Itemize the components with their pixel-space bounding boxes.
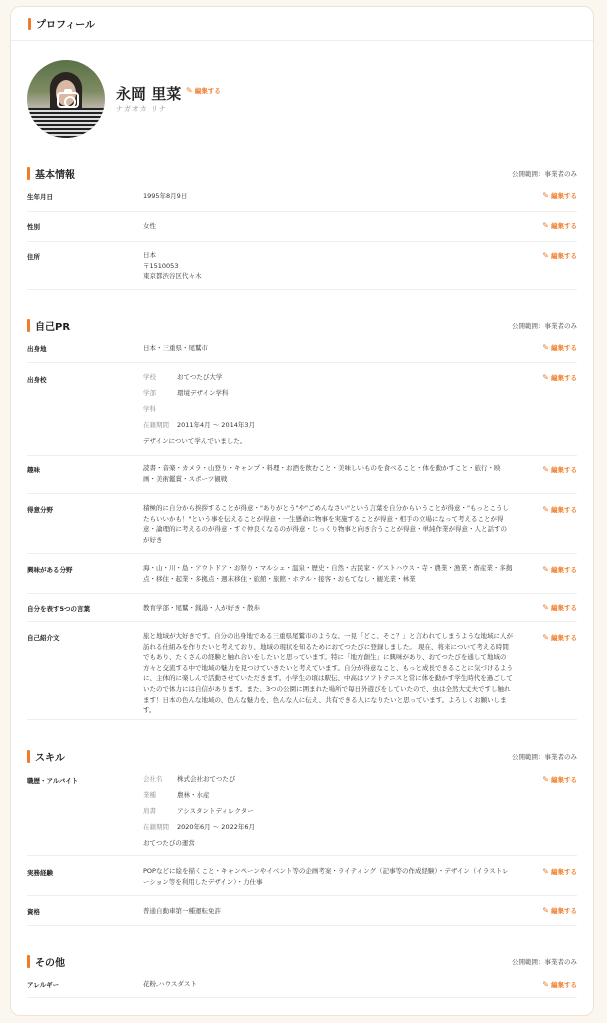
edit-five-words-button[interactable]: ✎ 編集する [542, 603, 577, 612]
pencil-icon: ✎ [542, 603, 549, 612]
pencil-icon: ✎ [542, 867, 549, 876]
skill-header [27, 749, 577, 763]
pencil-icon: ✎ [542, 373, 549, 382]
pencil-icon: ✎ [542, 980, 549, 989]
avatar-shirt [27, 108, 105, 138]
accent-bar [28, 18, 31, 30]
row-school [27, 363, 577, 456]
label-strength: 得意分野 [27, 506, 53, 514]
label-interest: 興味がある分野 [27, 566, 73, 574]
school-value: おてつたび大学 [177, 373, 223, 381]
camera-icon[interactable] [57, 92, 79, 108]
row-experience [27, 856, 577, 896]
edit-gender-button[interactable]: ✎ 編集する [542, 221, 577, 230]
basic-info-header [27, 166, 577, 180]
job-note: おてつたびの運営 [143, 839, 195, 848]
company-key: 会社名 [143, 775, 163, 783]
pencil-icon: ✎ [542, 251, 549, 260]
visibility-scope: 公開範囲：事業者のみ [512, 321, 577, 330]
visibility-scope: 公開範囲：事業者のみ [512, 957, 577, 966]
row-job [27, 768, 577, 856]
pencil-icon: ✎ [542, 775, 549, 784]
accent-bar [27, 955, 30, 968]
row-birthday [27, 184, 577, 212]
pencil-icon: ✎ [542, 221, 549, 230]
pencil-icon: ✎ [542, 906, 549, 915]
section-title-pr: 自己PR [35, 321, 71, 333]
pencil-icon: ✎ [542, 343, 549, 352]
industry-key: 業種 [143, 791, 156, 800]
value-birthday: 1995年8月9日 [143, 192, 188, 200]
card-header [11, 7, 593, 41]
job-period-value: 2020年6月 〜 2022年6月 [177, 823, 255, 832]
value-license: 普通自動車第一種運転免許 [143, 907, 221, 915]
address-postal: 〒1510053 [143, 261, 179, 270]
edit-experience-button[interactable]: ✎ 編集する [542, 867, 577, 876]
value-address [143, 250, 513, 282]
edit-allergy-button[interactable]: ✎ 編集する [542, 980, 577, 989]
position-key: 肩書 [143, 807, 156, 816]
period-key: 在籍期間 [143, 421, 169, 430]
pencil-icon: ✎ [542, 565, 549, 574]
pencil-icon: ✎ [542, 191, 549, 200]
edit-name-button[interactable]: ✎ 編集する [186, 86, 221, 95]
profile-kana: ナガオカ リナ [116, 105, 167, 113]
row-intro [27, 622, 577, 720]
pr-header [27, 318, 577, 332]
visibility-scope: 公開範囲：事業者のみ [512, 752, 577, 761]
label-license: 資格 [27, 908, 40, 916]
accent-bar [27, 167, 30, 180]
row-strength [27, 494, 577, 554]
value-hobby: 読書・音楽・カメラ・山登り・キャンプ・料理・お酒を飲むこと・美味しいものを食べること・体を動かすこと・旅行・映画・美術鑑賞・スポーツ観戦 [143, 464, 501, 483]
value-job [143, 774, 513, 849]
accent-bar [27, 750, 30, 763]
value-five-words: 教育学部・尾鷲・銭湯・人が好き・散歩 [143, 604, 260, 612]
row-five-words [27, 594, 577, 622]
label-hobby: 趣味 [27, 466, 40, 474]
section-title-basic: 基本情報 [35, 169, 75, 181]
period-value: 2011年4月 〜 2014年3月 [177, 421, 255, 430]
label-birthday: 生年月日 [27, 193, 53, 201]
section-title-skill: スキル [35, 752, 65, 764]
address-country: 日本 [143, 251, 156, 259]
pencil-icon: ✎ [542, 633, 549, 642]
value-allergy: 花粉,ハウスダスト [143, 980, 197, 988]
address-city: 東京都渋谷区代々木 [143, 272, 202, 281]
row-gender [27, 212, 577, 242]
label-gender: 性別 [27, 223, 40, 231]
label-experience: 実務経験 [27, 869, 53, 877]
label-school: 出身校 [27, 376, 47, 384]
value-hometown: 日本・三重県・尾鷲市 [143, 344, 208, 352]
profile-name: 永岡 里菜 [116, 85, 182, 103]
other-header [27, 954, 577, 968]
label-allergy: アレルギー [27, 981, 60, 989]
row-hobby [27, 456, 577, 494]
industry-value: 農林・水産 [177, 791, 210, 800]
value-gender: 女性 [143, 222, 156, 230]
accent-bar [27, 319, 30, 332]
company-value: 株式会社おてつたび [177, 775, 236, 783]
row-allergy [27, 973, 577, 998]
row-license [27, 896, 577, 926]
dept-key: 学部 [143, 389, 156, 398]
pencil-icon: ✎ [186, 86, 193, 95]
label-hometown: 出身地 [27, 345, 47, 353]
label-address: 住所 [27, 253, 40, 261]
edit-intro-button[interactable]: ✎ 編集する [542, 633, 577, 642]
edit-hometown-button[interactable]: ✎ 編集する [542, 343, 577, 352]
value-experience: POPなどに絵を描くこと・キャンペーンやイベント等の企画考案・ライティング（記事等の作成経験）・デザイン（イラストレーション等を利用したデザイン）・力仕事 [143, 867, 509, 886]
row-address [27, 242, 577, 290]
edit-school-button[interactable]: ✎ 編集する [542, 373, 577, 382]
edit-hobby-button[interactable]: ✎ 編集する [542, 465, 577, 474]
section-title-other: その他 [35, 957, 65, 969]
edit-license-button[interactable]: ✎ 編集する [542, 906, 577, 915]
edit-address-button[interactable]: ✎ 編集する [542, 251, 577, 260]
value-intro: 旅と地域が大好きです。自分の出身地である三重県尾鷲市のような、一見「どこ、そこ？」と言われてしまうような地域に人が訪れる仕組みを作りたいと考えており、地域の現状を知るためにおてつたびに登録しました。 現在、将来について考える時間でもあり、たくさんの経験と触れ合いをしたいと思っています。特に「地方創生」に興味があり、おてつたびを通して地域の方々と交流する中で地域の魅力を見つけていきたいと考えています。自分が得意なこと、もっと成長できることに気づけるように、主体的に楽しんで活動させていただきます。小学生の頃は駅伝、中高はソフトテニスと常に体を動かす学生時代を過ごしていたので体力には自信があります。また、3つの公園に囲まれた場所で毎日外遊びをしていたので、虫は全然大丈夫ですし触れます！日本の色んな地域の、色んな魅力を、色んな人に伝え、共有できる人になりたいと思っています。よろしくお願いします。 [143, 632, 513, 715]
row-interest [27, 554, 577, 594]
major-key: 学科 [143, 405, 156, 414]
value-interest: 海・山・川・島・アウトドア・お祭り・マルシェ・温泉・歴史・自然・古民家・ゲストハウス・寺・農業・漁業・畜産業・多拠点・移住・起業・多拠点・週末移住・旅館・旅館・ホテル・接客・おもてなし・観光業・林業 [143, 564, 513, 583]
pencil-icon: ✎ [542, 465, 549, 474]
pencil-icon: ✎ [542, 505, 549, 514]
page-title: プロフィール [36, 20, 95, 31]
label-intro: 自己紹介文 [27, 634, 60, 642]
label-five-words: 自分を表す5つの言葉 [27, 605, 91, 613]
visibility-scope: 公開範囲：事業者のみ [512, 169, 577, 178]
edit-birthday-button[interactable]: ✎ 編集する [542, 191, 577, 200]
job-period-key: 在籍期間 [143, 823, 169, 832]
row-hometown [27, 337, 577, 363]
label-job: 職歴・アルバイト [27, 777, 79, 785]
position-value: アシスタントディレクター [177, 807, 254, 816]
school-note: デザインについて学んでいました。 [143, 437, 247, 446]
value-strength: 積極的に自分から挨拶することが得意・"ありがとう"や"ごめんなさい"という言葉を自分からいうことが得意・"もっとこうしたらいいかも！"という事を伝えることが得意・一生懸命に物事を実施することが得意・相手の立場になって考えることが得意・論理的に考えるのが得意・すぐ仲良くなるのが得意・じっくり物事と向き合うことが得意・単純作業が得意・人と話すのが好き [143, 504, 509, 544]
edit-interest-button[interactable]: ✎ 編集する [542, 565, 577, 574]
value-school [143, 372, 513, 447]
school-key: 学校 [143, 373, 156, 381]
dept-value: 環境デザイン学科 [177, 389, 229, 398]
edit-strength-button[interactable]: ✎ 編集する [542, 505, 577, 514]
edit-job-button[interactable]: ✎ 編集する [542, 775, 577, 784]
